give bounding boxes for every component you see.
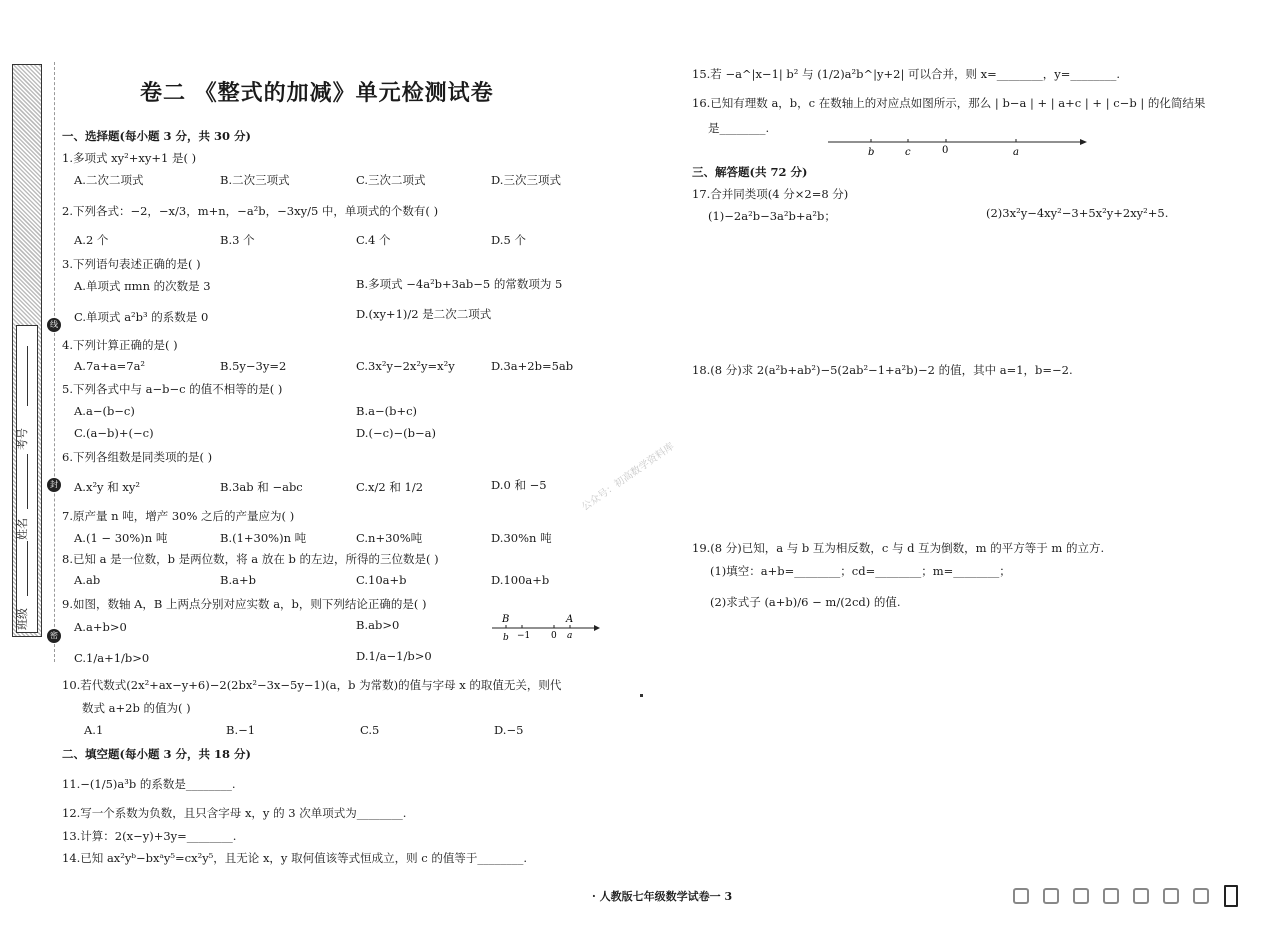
page-thumb-icon[interactable] <box>1006 884 1036 908</box>
question-19-part2: (2)求式子 (a+b)/6 − m/(2cd) 的值. <box>710 595 901 609</box>
q6-option-c: C.x/2 和 1/2 <box>356 480 424 494</box>
q4-option-c: C.3x²y−2x²y=x²y <box>356 359 455 373</box>
question-10-line2: 数式 a+2b 的值为( ) <box>82 701 191 715</box>
q9-axis-label-b: b <box>503 633 509 643</box>
question-16-line1: 16.已知有理数 a，b，c 在数轴上的对应点如图所示，那么 | b−a | + | a+c | + | c−b | 的化简结果 <box>692 96 1206 110</box>
stray-mark <box>640 694 643 697</box>
q5-option-b: B.a−(b+c) <box>356 404 418 418</box>
name-blank <box>27 454 28 509</box>
section-fill-heading: 二、填空题(每小题 3 分，共 18 分) <box>62 747 251 761</box>
q1-option-c: C.三次二项式 <box>356 173 426 187</box>
q2-option-a: A.2 个 <box>74 233 109 247</box>
class-label: 班级 <box>16 608 29 630</box>
question-2: 2.下列各式：−2，−x/3，m+n，−a²b，−3xy/5 中，单项式的个数有( ) <box>62 204 439 218</box>
q2-option-d: D.5 个 <box>491 233 526 247</box>
exam-number-label: 考号 <box>16 428 29 450</box>
q5-option-a: A.a−(b−c) <box>74 404 135 418</box>
q16-axis-tick-0: 0 <box>942 145 949 156</box>
q5-option-c: C.(a−b)+(−c) <box>74 426 154 440</box>
q4-option-d: D.3a+2b=5ab <box>491 359 574 373</box>
question-1: 1.多项式 xy²+xy+1 是( ) <box>62 151 197 165</box>
question-17-part1: (1)−2a²b−3a²b+a²b； <box>708 209 836 223</box>
question-11: 11.−(1/5)a³b 的系数是________. <box>62 777 236 791</box>
page-footer: · 人教版七年级数学试卷一 3 <box>592 890 733 903</box>
q4-option-a: A.7a+a=7a² <box>74 359 146 373</box>
q10-option-c: C.5 <box>360 723 380 737</box>
question-14: 14.已知 ax²yᵇ−bxᵃy⁵=cx²y⁵，且无论 x，y 取何值该等式恒成立，则 c 的值等于________. <box>62 851 527 865</box>
question-13: 13.计算：2(x−y)+3y=________. <box>62 829 237 843</box>
q6-option-b: B.3ab 和 −abc <box>220 480 303 494</box>
question-7: 7.原产量 n 吨，增产 30% 之后的产量应为( ) <box>62 509 295 523</box>
q5-option-d: D.(−c)−(b−a) <box>356 426 436 440</box>
exam-number-blank <box>27 346 28 406</box>
q8-option-a: A.ab <box>74 573 101 587</box>
q8-option-c: C.10a+b <box>356 573 407 587</box>
question-3: 3.下列语句表述正确的是( ) <box>62 257 201 271</box>
q6-option-d: D.0 和 −5 <box>491 478 547 492</box>
q9-axis-label-A: A <box>566 614 574 625</box>
question-5: 5.下列各式中与 a−b−c 的值不相等的是( ) <box>62 382 283 396</box>
page-thumb-icon[interactable] <box>1066 884 1096 908</box>
q16-axis-label-a: a <box>1013 147 1019 158</box>
q1-option-d: D.三次三项式 <box>491 173 561 187</box>
question-18: 18.(8 分)求 2(a²b+ab²)−5(2ab²−1+a²b)−2 的值，其中 a=1，b=−2. <box>692 363 1073 377</box>
question-19-part1: (1)填空：a+b=________；cd=________；m=________； <box>710 564 1011 578</box>
q3-option-d: D.(xy+1)/2 是二次二项式 <box>356 307 492 321</box>
q7-option-c: C.n+30%吨 <box>356 531 423 545</box>
q2-option-c: C.4 个 <box>356 233 391 247</box>
student-info-panel <box>16 325 38 633</box>
q9-option-a: A.a+b>0 <box>74 620 127 634</box>
q8-option-b: B.a+b <box>220 573 256 587</box>
q6-option-a: A.x²y 和 xy² <box>74 480 140 494</box>
watermark: 公众号：初高数学资料库 <box>579 441 677 514</box>
page-thumb-icon[interactable] <box>1036 884 1066 908</box>
q7-option-a: A.(1 − 30%)n 吨 <box>74 531 168 545</box>
class-blank <box>27 541 28 596</box>
seal-mark-line: 线 <box>47 318 61 332</box>
q9-axis-label-a: a <box>567 631 573 641</box>
q16-number-line <box>826 134 1088 160</box>
q1-option-a: A.二次二项式 <box>74 173 144 187</box>
q16-axis-label-c: c <box>905 147 911 158</box>
q9-option-b: B.ab>0 <box>356 618 400 632</box>
q9-option-c: C.1/a+1/b>0 <box>74 651 150 665</box>
page-title: 卷二 《整式的加减》单元检测试卷 <box>140 81 494 106</box>
question-17: 17.合并同类项(4 分×2=8 分) <box>692 187 849 201</box>
q3-option-c: C.单项式 a²b³ 的系数是 0 <box>74 310 209 324</box>
q7-option-d: D.30%n 吨 <box>491 531 552 545</box>
page-thumb-icon[interactable] <box>1216 884 1246 908</box>
q9-number-line <box>490 612 600 646</box>
question-4: 4.下列计算正确的是( ) <box>62 338 178 352</box>
q10-option-a: A.1 <box>84 723 104 737</box>
page-thumb-icon[interactable] <box>1096 884 1126 908</box>
q10-option-d: D.−5 <box>494 723 524 737</box>
question-9: 9.如图，数轴 A，B 上两点分别对应实数 a，b，则下列结论正确的是( ) <box>62 597 427 611</box>
q1-option-b: B.二次三项式 <box>220 173 290 187</box>
q8-option-d: D.100a+b <box>491 573 550 587</box>
q2-option-b: B.3 个 <box>220 233 255 247</box>
name-label: 姓名 <box>16 518 29 540</box>
q9-axis-tick-minus1: −1 <box>517 631 531 641</box>
q7-option-b: B.(1+30%)n 吨 <box>220 531 307 545</box>
seal-dashed-line <box>54 62 55 662</box>
q10-option-b: B.−1 <box>226 723 256 737</box>
question-16-line2: 是________. <box>708 121 770 135</box>
q16-axis-label-b: b <box>868 147 875 158</box>
question-19: 19.(8 分)已知，a 与 b 互为相反数，c 与 d 互为倒数，m 的平方等于 m 的立方. <box>692 541 1105 555</box>
q9-axis-label-B: B <box>502 614 510 625</box>
section-choice-heading: 一、选择题(每小题 3 分，共 30 分) <box>62 129 251 143</box>
seal-mark-seal: 封 <box>47 478 61 492</box>
question-8: 8.已知 a 是一位数，b 是两位数，将 a 放在 b 的左边，所得的三位数是( ) <box>62 552 439 566</box>
page-thumb-icon[interactable] <box>1186 884 1216 908</box>
viewer-toolbar <box>1006 884 1246 908</box>
question-6: 6.下列各组数是同类项的是( ) <box>62 450 213 464</box>
question-15: 15.若 −a^|x−1| b² 与 (1/2)a²b^|y+2| 可以合并，则 x=________，y=________. <box>692 67 1121 81</box>
question-17-part2: (2)3x²y−4xy²−3+5x²y+2xy²+5. <box>986 206 1169 220</box>
section-answer-heading: 三、解答题(共 72 分) <box>692 165 808 179</box>
q3-option-b: B.多项式 −4a²b+3ab−5 的常数项为 5 <box>356 277 563 291</box>
q9-axis-tick-0: 0 <box>551 631 557 641</box>
page-thumb-icon[interactable] <box>1156 884 1186 908</box>
question-10-line1: 10.若代数式(2x²+ax−y+6)−2(2bx²−3x−5y−1)(a，b 为常数)的值与字母 x 的取值无关，则代 <box>62 678 562 692</box>
q9-option-d: D.1/a−1/b>0 <box>356 649 432 663</box>
seal-mark-secret: 密 <box>47 629 61 643</box>
page-thumb-icon[interactable] <box>1126 884 1156 908</box>
q3-option-a: A.单项式 πmn 的次数是 3 <box>74 279 211 293</box>
question-12: 12.写一个系数为负数，且只含字母 x，y 的 3 次单项式为________. <box>62 806 407 820</box>
q4-option-b: B.5y−3y=2 <box>220 359 287 373</box>
